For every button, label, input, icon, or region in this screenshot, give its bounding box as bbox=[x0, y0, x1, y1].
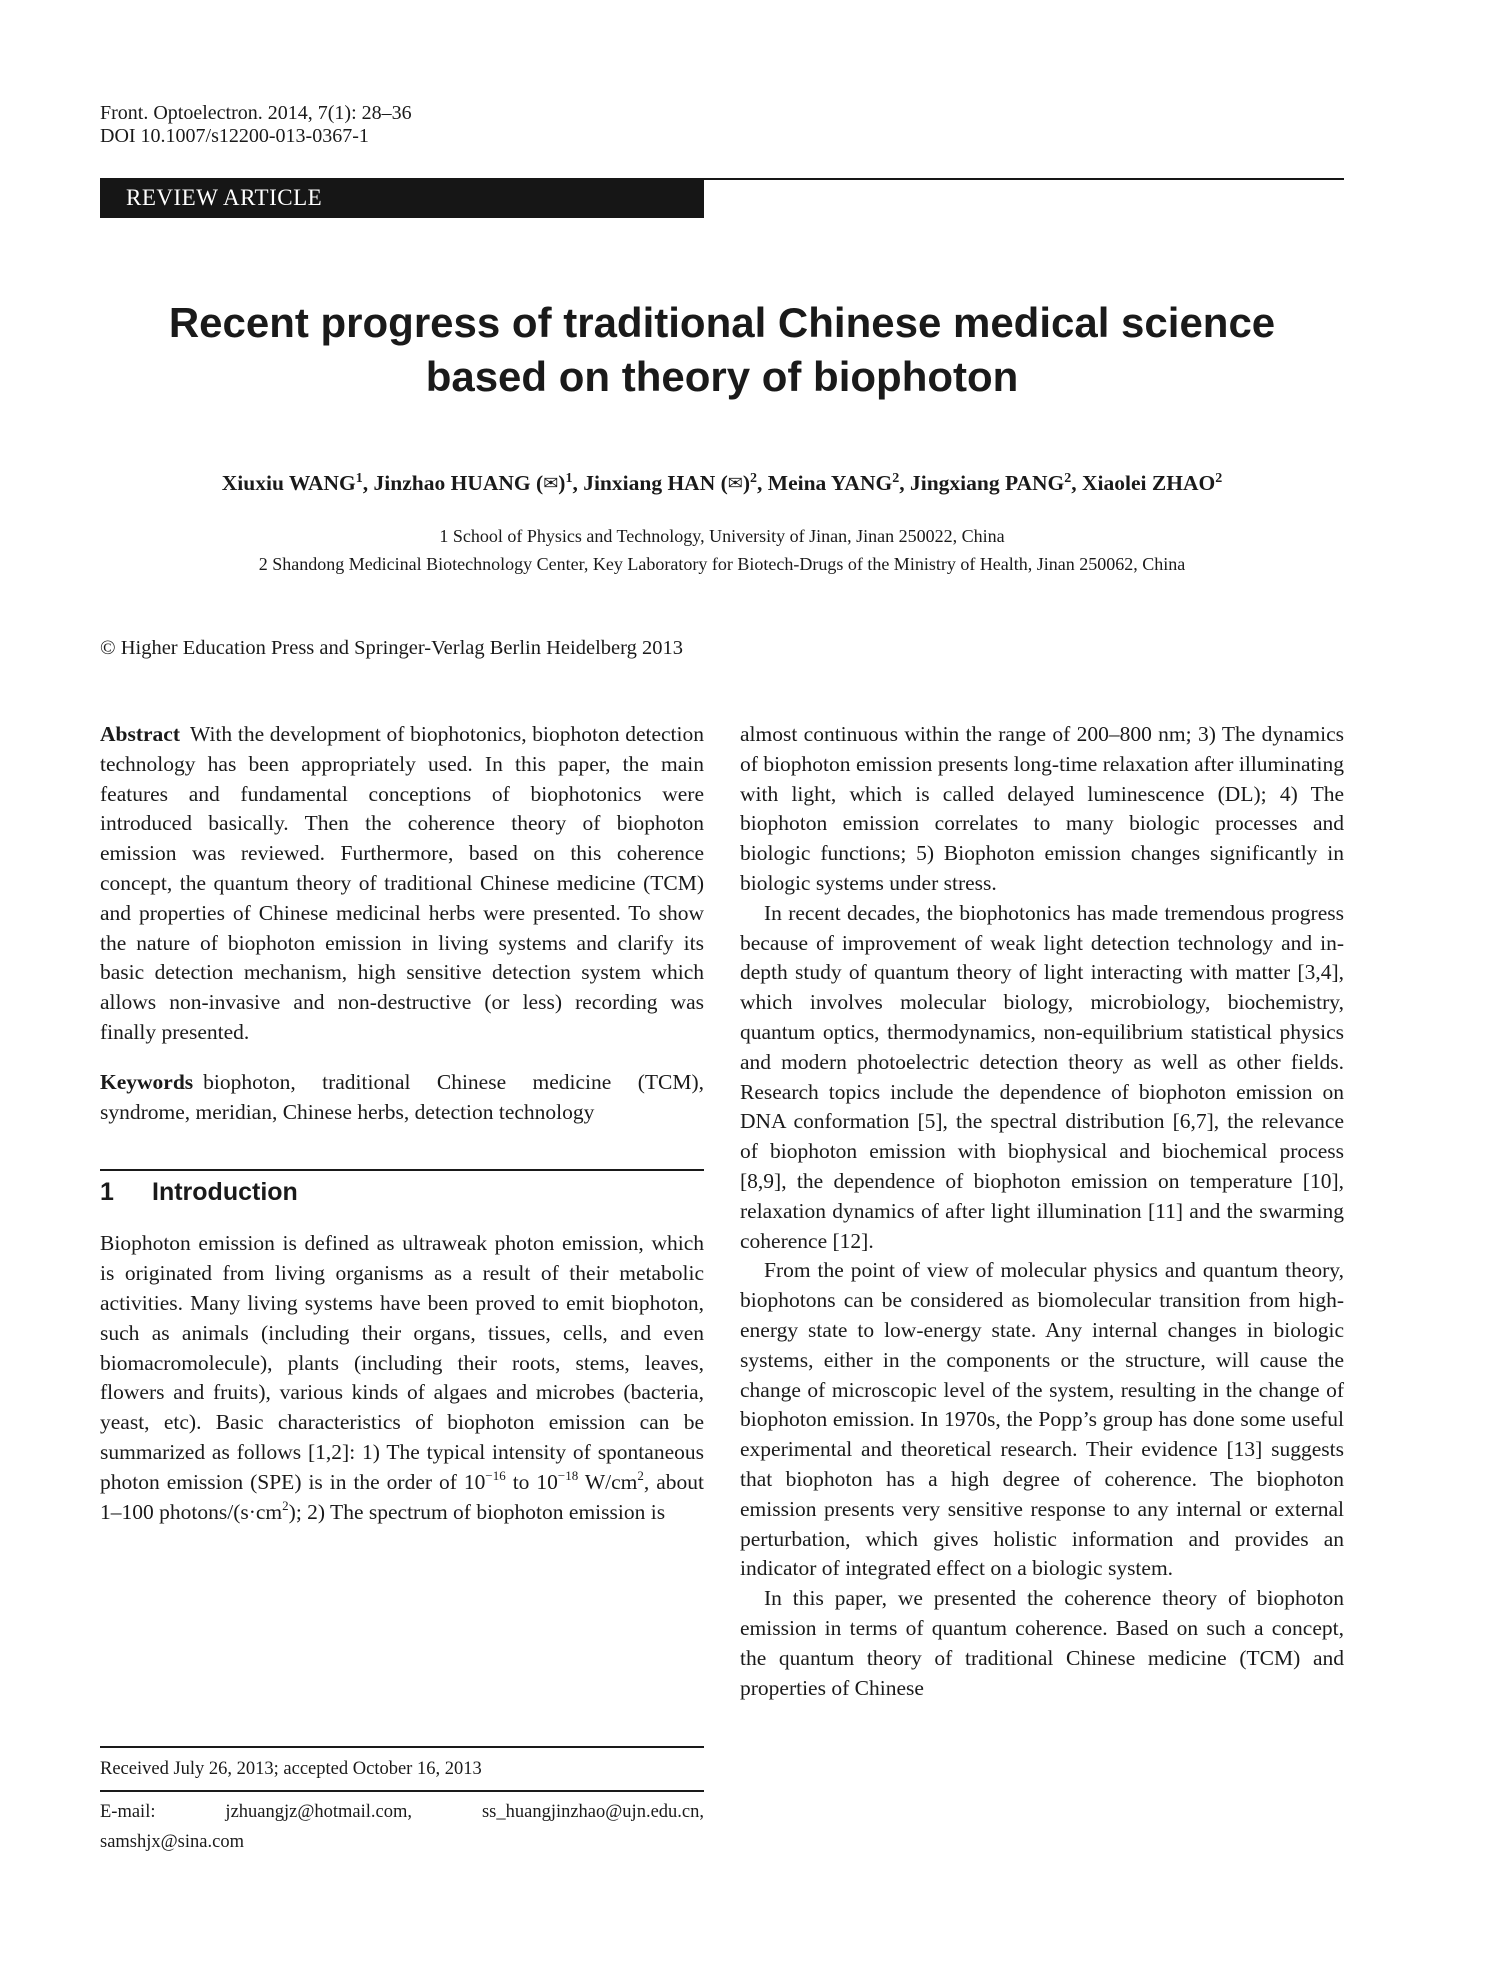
intro-paragraph bbox=[100, 1229, 704, 1527]
intro-text: , about 1–100 photons/(s·cm bbox=[100, 1469, 704, 1524]
envelope-icon: ✉ bbox=[727, 473, 743, 493]
author-list: Xiuxiu WANG$^1$, Jinzhao HUANG (✉)$^1$, Jinxiang HAN (✉)$^2$, Meina YANG$^2$, Jingxiang PANG$^2$, Xiaolei ZHAO$^2$ bbox=[100, 468, 1344, 498]
header-rule bbox=[704, 178, 1344, 180]
affiliation-2: 2 Shandong Medicinal Biotechnology Center, Key Laboratory for Biotech-Drugs of the Ministry of Health, Jinan 250062, China bbox=[258, 554, 1186, 574]
author-affiliation-mark: 2 bbox=[750, 471, 758, 486]
title-line-2: based on theory of biophoton bbox=[425, 353, 1019, 400]
author-name: Meina YANG bbox=[767, 471, 893, 495]
body-paragraph: From the point of view of molecular physics and quantum theory, biophotons can be considered as biomolecular transition from high-energy state to low-energy state. Any internal changes in biologic systems, either in the components or the structure, will cause the change of microscopic level of the system, resulting in the change of biophoton emission. In 1970s, the Popp’s group has done some useful experimental and theoretical research. Their evidence [13] suggests that biophoton has a high degree of coherence. The biophoton emission presents very sensitive response to any internal or external perturbation, which gives holistic information and provides an indicator of integrated effect on a biologic system. bbox=[740, 1258, 1344, 1581]
author-affiliation-mark: 2 bbox=[892, 471, 900, 486]
affiliations bbox=[100, 522, 1344, 578]
paper-title bbox=[100, 296, 1344, 404]
keywords bbox=[100, 1068, 704, 1128]
exponent: −18 bbox=[557, 1467, 579, 1483]
abstract-text: With the development of biophotonics, biophoton detection technology has been appropriately used. In this paper, the main features and fundamental conceptions of biophotonics were introduced basically. Then the coherence theory of biophoton emission was reviewed. Furthermore, based on this coherence concept, the quantum theory of traditional Chinese medicine (TCM) and properties of Chinese medicinal herbs were presented. To show the nature of biophoton emission in living systems and clarify its basic detection mechanism, high sensitive detection system which allows non-invasive and non-destructive (or less) recording was finally presented. bbox=[100, 722, 704, 1044]
author-affiliation-mark: 1 bbox=[355, 471, 363, 486]
journal-header bbox=[100, 102, 412, 148]
body-paragraph: In this paper, we presented the coherence theory of biophoton emission in terms of quantum coherence. Based on such a concept, the quantum theory of traditional Chinese medicine (TCM) and properties of Chinese bbox=[740, 1586, 1344, 1700]
intro-text: W/cm bbox=[578, 1469, 638, 1494]
title-line-1: Recent progress of traditional Chinese medical science bbox=[168, 299, 1276, 346]
author-name: Jinzhao HUANG bbox=[373, 471, 531, 495]
copyright-notice: © Higher Education Press and Springer-Verlag Berlin Heidelberg 2013 bbox=[100, 637, 683, 659]
author-name: Jinxiang HAN bbox=[583, 471, 716, 495]
body-paragraph: almost continuous within the range of 200–800 nm; 3) The dynamics of biophoton emission presents long-time relaxation after illuminating with light, which is called delayed luminescence (DL); 4) The biophoton emission correlates to many biologic processes and biologic functions; 5) Biophoton emission changes significantly in biologic systems under stress. bbox=[740, 722, 1344, 895]
exponent: −16 bbox=[485, 1467, 506, 1483]
footnote-rule bbox=[100, 1790, 704, 1792]
section-title: Introduction bbox=[152, 1178, 298, 1207]
keywords-text: biophoton, traditional Chinese medicine (TCM), syndrome, meridian, Chinese herbs, detection technology bbox=[100, 1069, 704, 1124]
exponent: 2 bbox=[282, 1497, 289, 1513]
envelope-icon: ✉ bbox=[543, 473, 559, 493]
author-name: Jingxiang PANG bbox=[909, 471, 1065, 495]
affiliation-1: 1 School of Physics and Technology, University of Jinan, Jinan 250022, China bbox=[439, 526, 1005, 546]
exponent: 2 bbox=[637, 1467, 644, 1483]
intro-text: Biophoton emission is defined as ultraweak photon emission, which is originated from living organisms as a result of their metabolic activities. Many living systems have been proved to emit biophoton, such as animals (including their organs, tissues, cells, and even biomacromolecule), plants (including their roots, stems, leaves, flowers and fruits), various kinds of algaes and microbes (bacteria, yeast, etc). Basic characteristics of biophoton emission can be summarized as follows [1,2]: 1) The typical intensity of spontaneous photon emission (SPE) is in the order of 10 bbox=[100, 1231, 704, 1494]
section-rule bbox=[100, 1169, 704, 1171]
keywords-label: Keywords bbox=[100, 1069, 194, 1094]
intro-text: ); 2) The spectrum of biophoton emission is bbox=[288, 1499, 666, 1524]
right-column bbox=[740, 720, 1344, 1703]
abstract-label: Abstract bbox=[100, 722, 181, 746]
author-affiliation-mark: 2 bbox=[1215, 471, 1223, 486]
footnote-rule bbox=[100, 1746, 704, 1748]
section-number: 1 bbox=[100, 1178, 114, 1207]
article-type-banner: REVIEW ARTICLE bbox=[100, 178, 704, 218]
journal-citation: Front. Optoelectron. 2014, 7(1): 28–36 bbox=[100, 102, 412, 124]
abstract bbox=[100, 720, 704, 1048]
intro-text: to 10 bbox=[505, 1469, 558, 1494]
contact-emails: E-mail: jzhuangjz@hotmail.com, ss_huangjinzhao@ujn.edu.cn, samshjx@sina.com bbox=[100, 1802, 704, 1852]
doi: DOI 10.1007/s12200-013-0367-1 bbox=[100, 125, 369, 147]
body-paragraph: In recent decades, the biophotonics has made tremendous progress because of improvement of weak light detection technology and in-depth study of quantum theory of light interacting with matter [3,4], which involves molecular biology, microbiology, biochemistry, quantum optics, thermodynamics, non-equilibrium statistical physics and modern photoelectric detection theory as well as other fields. Research topics include the dependence of biophoton emission on DNA conformation [5], the spectral distribution [6,7], the relevance of biophoton emission with biophysical and biochemical process [8,9], the dependence of biophoton emission on temperature [10], relaxation dynamics of after light illumination [11] and the swarming coherence [12]. bbox=[740, 900, 1344, 1253]
author-name: Xiuxiu WANG bbox=[221, 471, 356, 495]
author-affiliation-mark: 2 bbox=[1064, 471, 1072, 486]
section-heading bbox=[100, 1177, 704, 1207]
author-affiliation-mark: 1 bbox=[565, 471, 573, 486]
left-column bbox=[100, 720, 704, 1527]
author-name: Xiaolei ZHAO bbox=[1082, 471, 1216, 495]
received-dates: Received July 26, 2013; accepted October 16, 2013 bbox=[100, 1759, 482, 1779]
